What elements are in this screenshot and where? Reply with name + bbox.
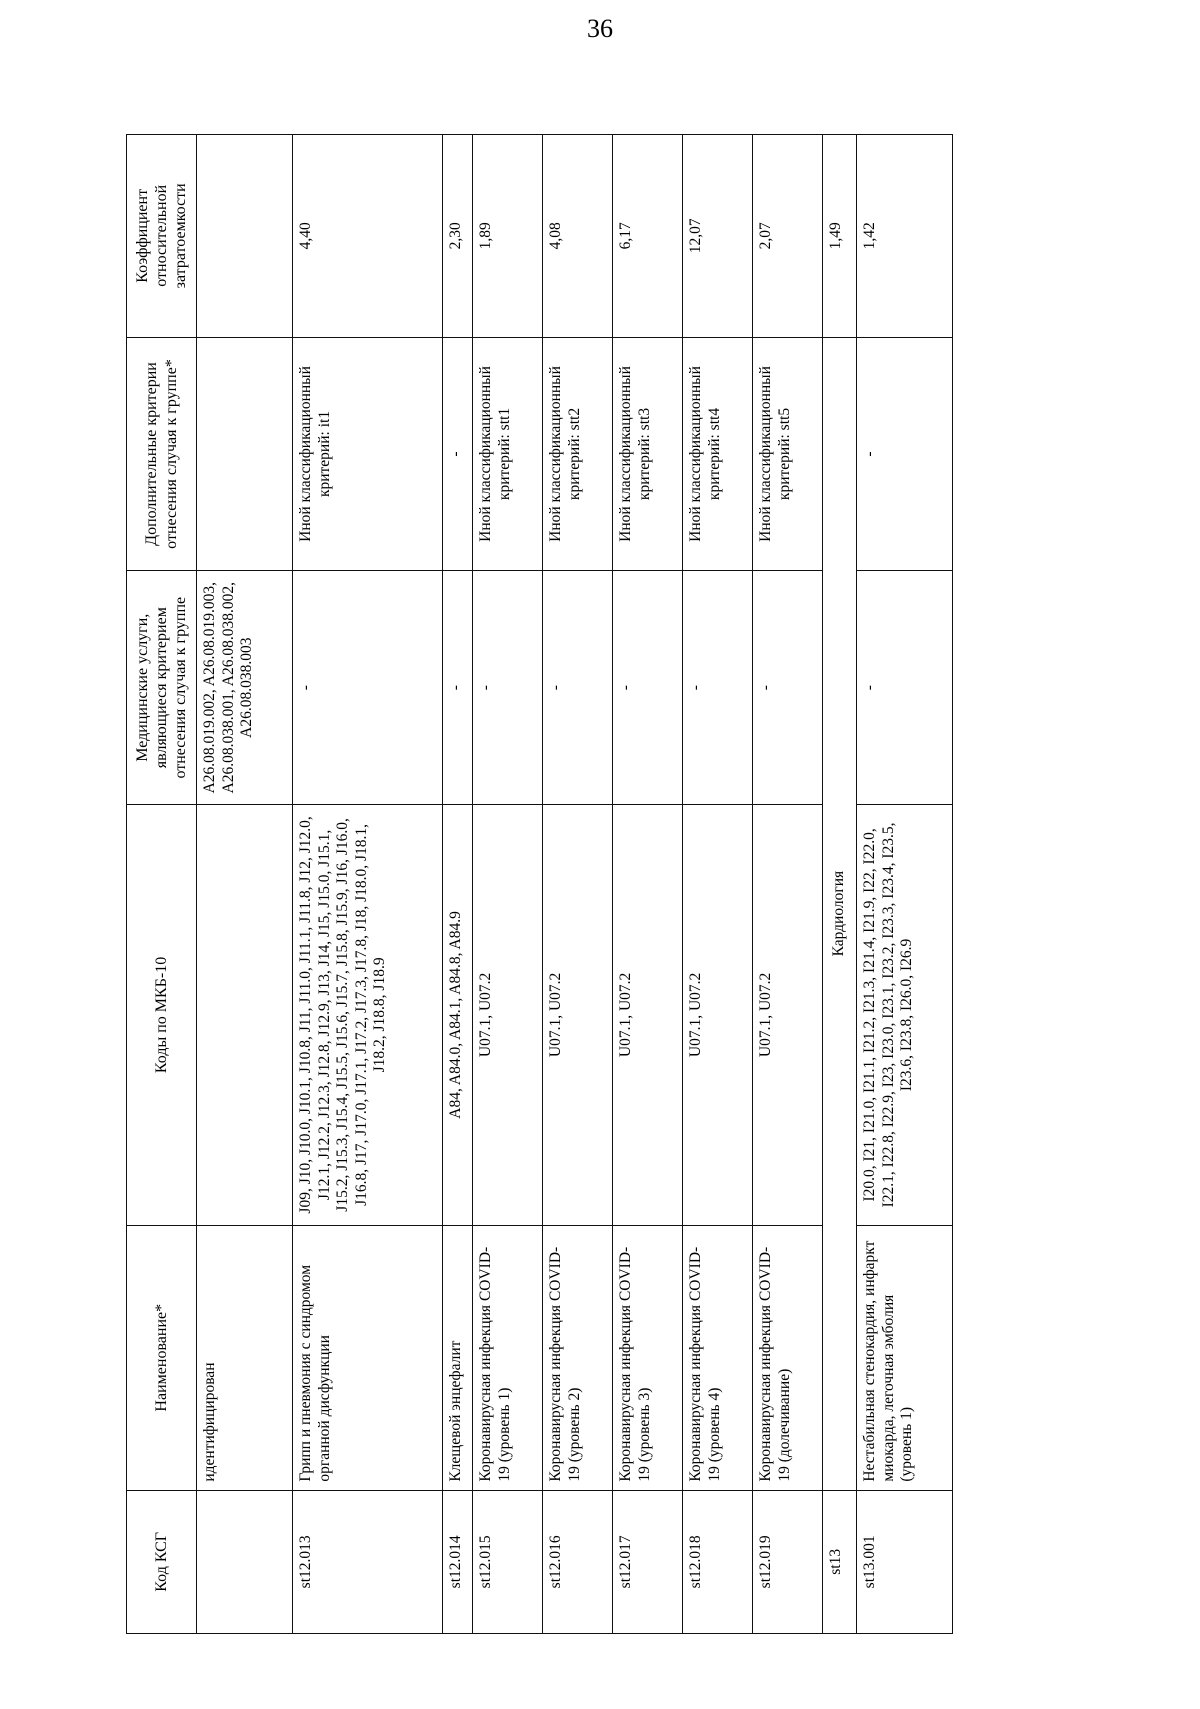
extra-cell: - [857,337,953,571]
header-coefficient: Коэффициент относительной затратоемкости [127,135,197,338]
coef-cell [197,135,293,338]
extra-cell [197,337,293,571]
services-cell: - [753,571,823,805]
table-row [543,135,613,1634]
ksg-code-cell [197,1490,293,1633]
name-cell: Коронавирусная инфекция COVID-19 (долечивание) [753,1225,823,1490]
section-code-cell: st13 [823,1490,857,1633]
header-name: Наименование* [127,1225,197,1490]
header-extra-criteria: Дополнительные критерии отнесения случая к группе* [127,337,197,571]
ksg-code-cell: st12.019 [753,1490,823,1633]
table-row [683,135,753,1634]
table-row [293,135,443,1634]
name-cell: Нестабильная стенокардия, инфаркт миокарда, легочная эмболия (уровень 1) [857,1225,953,1490]
extra-cell: Иной классификационный критерий: stt2 [543,337,613,571]
services-cell: - [473,571,543,805]
icd-cell: U07.1, U07.2 [613,805,683,1226]
icd-cell: U07.1, U07.2 [753,805,823,1226]
services-cell: - [543,571,613,805]
services-cell: - [857,571,953,805]
coef-cell: 1,89 [473,135,543,338]
services-cell: A26.08.019.002, A26.08.019.003, A26.08.038.001, A26.08.038.002, A26.08.038.003 [197,571,293,805]
name-cell: Коронавирусная инфекция COVID-19 (уровень 3) [613,1225,683,1490]
icd-cell: J09, J10, J10.0, J10.1, J10.8, J11, J11.0, J11.1, J11.8, J12, J12.0, J12.1, J12.2, J12.3, J12.8, J12.9, J13, J14, J15, J15.0, J15.1, J15.2, J15.3, J15.4, J15.5, J15.6, J15.7, J15.8, J15.9, J16, J16.0, J16.8, J17, J17.0, J17.1, J17.2, J17.3, J17.8, J18, J18.0, J18.1, J18.2, J18.8, J18.9 [293,805,443,1226]
rotated-table-container [126,134,916,1634]
table-row [613,135,683,1634]
name-cell: Коронавирусная инфекция COVID-19 (уровень 4) [683,1225,753,1490]
coef-cell: 4,40 [293,135,443,338]
header-ksg-code: Код КСГ [127,1490,197,1633]
icd-cell: U07.1, U07.2 [683,805,753,1226]
table-row [857,135,953,1634]
name-cell: идентифицирован [197,1225,293,1490]
name-cell: Клещевой энцефалит [443,1225,473,1490]
ksg-code-cell: st12.014 [443,1490,473,1633]
extra-cell: - [443,337,473,571]
icd-cell: U07.1, U07.2 [473,805,543,1226]
coef-cell: 1,42 [857,135,953,338]
table-header-row [127,135,197,1634]
name-cell: Коронавирусная инфекция COVID-19 (уровень 1) [473,1225,543,1490]
section-coef-cell: 1,49 [823,135,857,338]
extra-cell: Иной классификационный критерий: stt3 [613,337,683,571]
extra-cell: Иной классификационный критерий: it1 [293,337,443,571]
section-row [823,135,857,1634]
ksg-table [126,134,953,1634]
services-cell: - [683,571,753,805]
table-row [473,135,543,1634]
icd-cell: A84, A84.0, A84.1, A84.8, A84.9 [443,805,473,1226]
name-cell: Коронавирусная инфекция COVID-19 (уровень 2) [543,1225,613,1490]
coef-cell: 2,30 [443,135,473,338]
extra-cell: Иной классификационный критерий: stt4 [683,337,753,571]
ksg-code-cell: st12.017 [613,1490,683,1633]
table-row [197,135,293,1634]
ksg-code-cell: st12.015 [473,1490,543,1633]
coef-cell: 12,07 [683,135,753,338]
header-services: Медицинские услуги, являющиеся критерием отнесения случая к группе [127,571,197,805]
services-cell: - [443,571,473,805]
icd-cell: I20.0, I21, I21.0, I21.1, I21.2, I21.3, I21.4, I21.9, I22, I22.0, I22.1, I22.8, I22.9, I23, I23.0, I23.1, I23.2, I23.3, I23.4, I23.5, I23.6, I23.8, I26.0, I26.9 [857,805,953,1226]
icd-cell: U07.1, U07.2 [543,805,613,1226]
ksg-code-cell: st12.018 [683,1490,753,1633]
table-row [443,135,473,1634]
extra-cell: Иной классификационный критерий: stt1 [473,337,543,571]
icd-cell [197,805,293,1226]
header-icd-codes: Коды по МКБ-10 [127,805,197,1226]
services-cell: - [293,571,443,805]
table-row [753,135,823,1634]
page-number: 36 [587,14,613,43]
ksg-code-cell: st13.001 [857,1490,953,1633]
coef-cell: 4,08 [543,135,613,338]
ksg-code-cell: st12.016 [543,1490,613,1633]
extra-cell: Иной классификационный критерий: stt5 [753,337,823,571]
coef-cell: 2,07 [753,135,823,338]
services-cell: - [613,571,683,805]
name-cell: Грипп и пневмония с синдромом органной дисфункции [293,1225,443,1490]
section-title-cell: Кардиология [823,337,857,1490]
coef-cell: 6,17 [613,135,683,338]
ksg-code-cell: st12.013 [293,1490,443,1633]
